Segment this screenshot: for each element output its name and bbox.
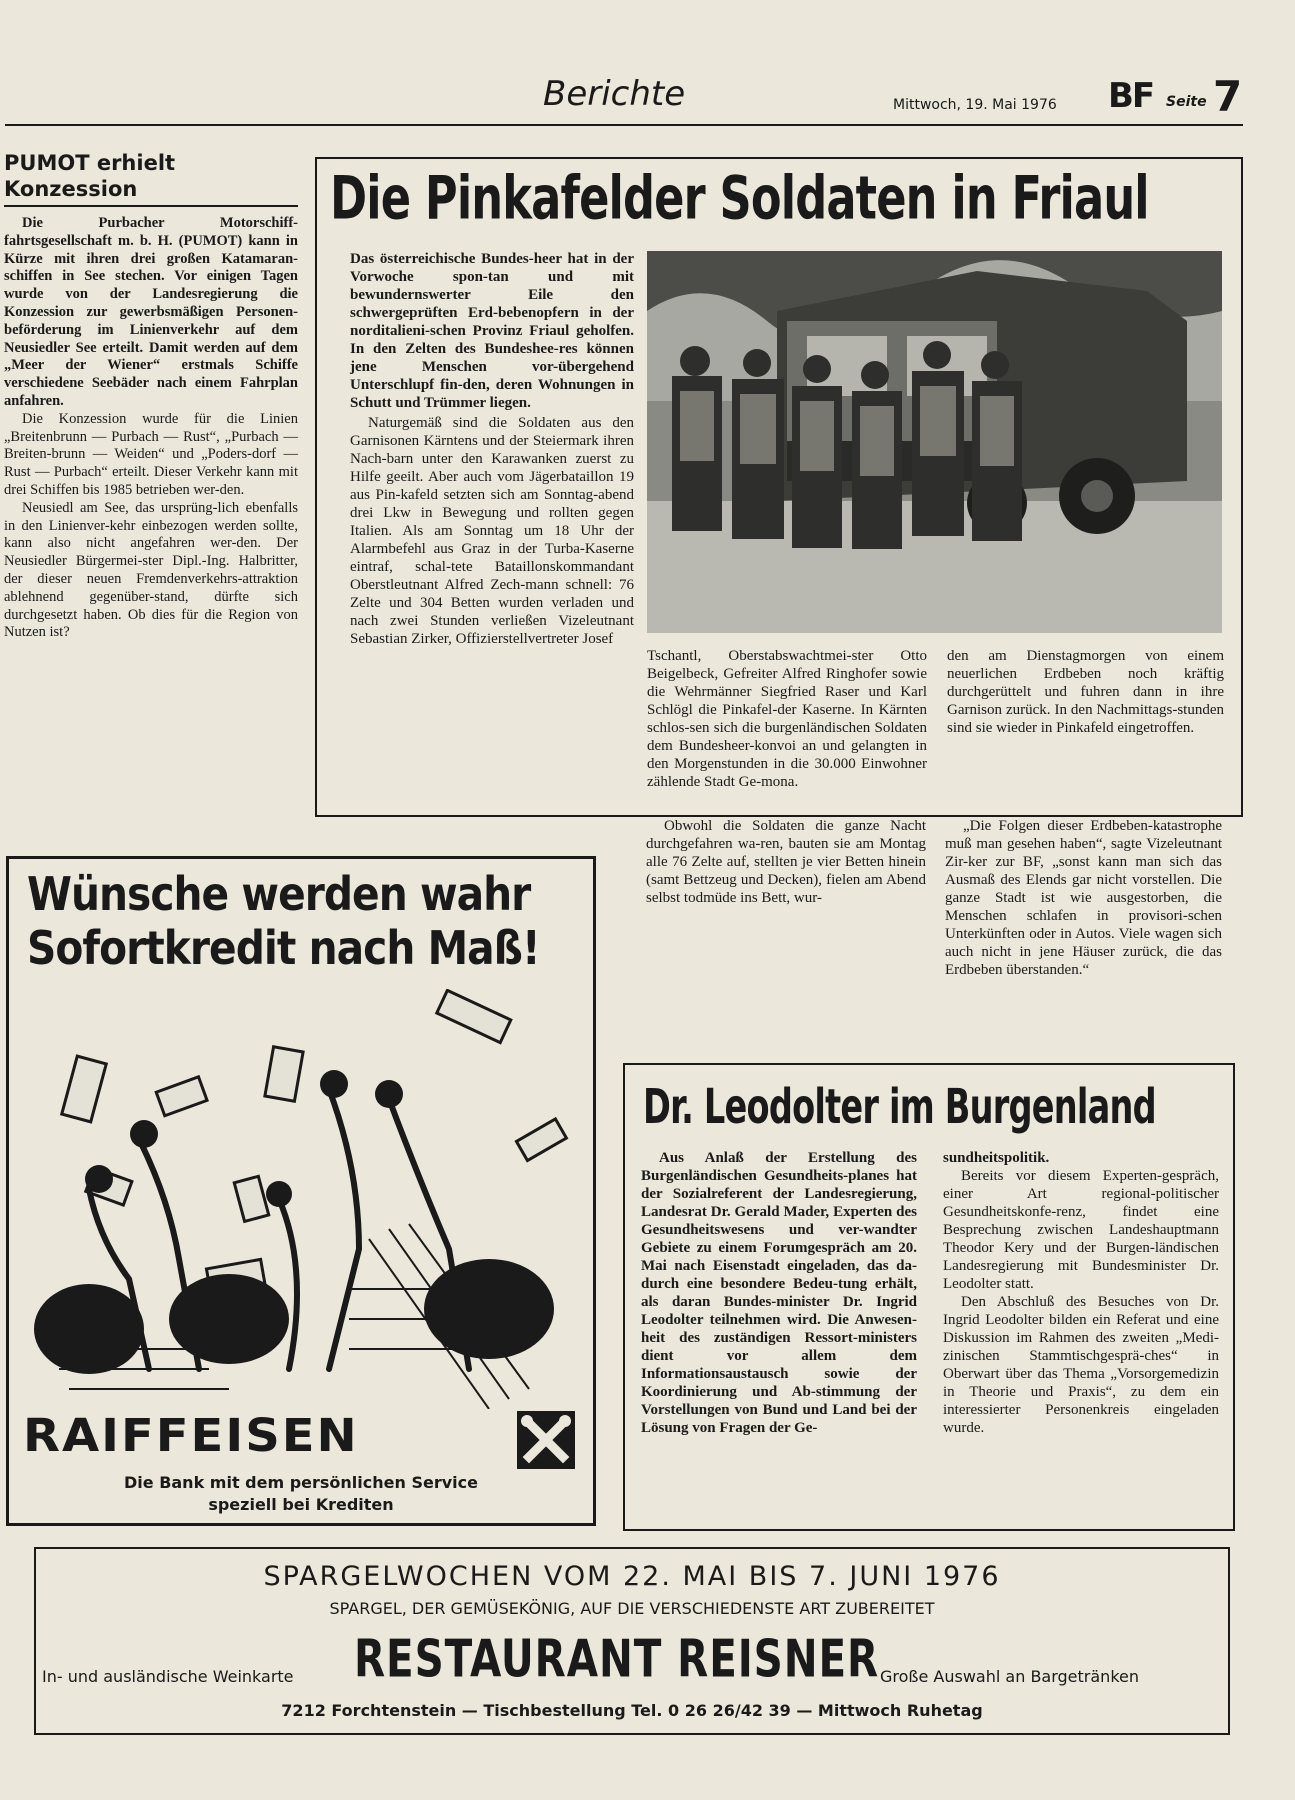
reisner-ad — [34, 1547, 1230, 1735]
reisner-address: 7212 Forchtenstein — Tischbestellung Tel. 0 26 26/42 39 — Mittwoch Ruhetag — [281, 1701, 983, 1720]
seite-label: Seite — [1166, 94, 1207, 110]
raiffeisen-slogan-line1: Die Bank mit dem persönlichen Service — [124, 1473, 478, 1492]
hands-money-drawing — [29, 989, 577, 1409]
leodolter-lead: Aus Anlaß der Erstellung des Burgenländischen Gesundheits-planes hat der Sozialreferent der Landesregierung, Landesrat Dr. Gerald Mader, Experten des Gesundheitswesens und ver-wandter Gebiete zu einem Forumgespräch am 20. Mai nach Eisenstadt eingeladen, das da-durch eine besondere Bedeu-tung erhält, als daran Bundes-minister Dr. Ingrid Leodolter teilnehmen wird. Die Anwesen-heit des zuständigen Ressort-ministers dient vor allem dem Informationsaustausch sowie der Koordinierung und Ab-stimmung der Vorstellungen von Bund und Land bei der Lösung von Fragen der Ge- — [641, 1150, 917, 1436]
raiffeisen-brand: RAIFFEISEN — [23, 1408, 359, 1463]
leodolter-article — [623, 1063, 1235, 1531]
soldaten-column-3 — [947, 647, 1224, 737]
leodolter-headline: Dr. Leodolter im Burgenland — [643, 1078, 1156, 1135]
soldaten-article — [315, 157, 1243, 817]
soldiers-photo-drawing — [647, 251, 1222, 633]
leodolter-paragraph: Bereits vor diesem Experten-gespräch, einer Art regional-politischer Gesundheitskonfe-renz, findet eine Besprechung zwischen Landeshauptmann Theodor Kery und der Burgen-ländischen Landesregierung mit Bundesminister Dr. Leodolter statt. — [943, 1168, 1219, 1292]
soldiers-photo — [647, 251, 1222, 633]
soldaten-column-2 — [647, 647, 927, 791]
reisner-subline: SPARGEL, DER GEMÜSEKÖNIG, AUF DIE VERSCHIEDENSTE ART ZUBEREITET — [329, 1599, 935, 1618]
soldaten-paragraph: den am Dienstagmorgen von einem neuerlichen Erdbeben noch kräftig durchgerüttelt und fuhren dann in ihre Garnison zurück. In den Nachmittags-stunden sind sie wieder in Pinkafeld eingetroffen. — [947, 648, 1224, 736]
page-header — [0, 60, 1295, 130]
ad-headline-line2: Sofortkredit nach Maß! — [27, 921, 540, 976]
raiffeisen-ad — [6, 856, 596, 1526]
pumot-lead: Die Purbacher Motorschiff-fahrtsgesellschaft m. b. H. (PUMOT) kann in Kürze mit ihren drei großen Katamaran-schiffen in See stechen. Vor einigen Tagen wurde von der Landesregierung die Konzession zur gewerbsmäßigen Personen-beförderung im Linienverkehr auf dem Neusiedler See erteilt. Damit werden auf dem „Meer der Wiener“ erstmals Schiffe verschiedene Seebäder nach einem Fahrplan anfahren. — [4, 215, 298, 409]
reisner-headline: SPARGELWOCHEN VOM 22. MAI BIS 7. JUNI 1976 — [263, 1561, 1001, 1592]
pumot-article — [4, 150, 298, 815]
soldaten-column-2-continued — [646, 817, 926, 907]
pumot-paragraph: Neusiedl am See, das ursprüng-lich ebenfalls in den Linienver-kehr einbezogen werden sollte, kann also nicht angefahren wer-den. Der Neusiedler Bürgermei-ster Dipl.-Ing. Halbritter, der dieser neuen Fremdenverkehrs-attraktion ablehnend gegenüber-stand, dürfte sich durchgesetzt haben. Ob dies für die Region von Nutzen ist? — [4, 499, 298, 641]
gable-cross-icon — [517, 1411, 575, 1469]
raiffeisen-logo — [517, 1411, 575, 1469]
header-rule — [5, 124, 1243, 126]
ad-illustration — [29, 989, 577, 1409]
ad-headline-line1: Wünsche werden wahr — [27, 867, 531, 922]
soldaten-column-3-continued — [945, 817, 1222, 979]
leodolter-lead-continued: sundheitspolitik. — [943, 1150, 1050, 1166]
soldaten-paragraph: „Die Folgen dieser Erdbeben-katastrophe muß man gesehen haben“, sagte Vizeleutnant Zir-ker zur BF, „sonst kann man sich das Ausmaß des Elends gar nicht vorstellen. Die ganze Stadt ist wie ausgestorben, die Menschen schlafen in provisori-schen Unterkünften oder in Autos. Viele wagen sich auch nicht in jene Häuser zurück, die das Erdbeben überstanden.“ — [945, 818, 1222, 978]
page-number: 7 — [1213, 72, 1243, 121]
reisner-drinks: Große Auswahl an Bargetränken — [880, 1667, 1139, 1686]
leodolter-column-2 — [943, 1149, 1219, 1437]
soldaten-paragraph: Tschantl, Oberstabswachtmei-ster Otto Beigelbeck, Gefreiter Alfred Ringhofer sowie die Wehrmänner Siegfried Raser und Karl Schlögl die Pinkafel-der Kaserne. In Kärnten schlos-sen sich die burgenländischen Soldaten dem Bundesheer-konvoi an und gelangten in den Morgenstunden in die 30.000 Einwohner zählende Stadt Ge-mona. — [647, 648, 927, 790]
pumot-title-line1: PUMOT erhielt — [4, 151, 176, 175]
leodolter-paragraph: Den Abschluß des Besuches von Dr. Ingrid Leodolter bilden ein Referat und eine Diskussion im Rahmen des zweiten „Medi-zinischen Stammtischgesprä-ches“ in Oberwart über das Thema „Vorsorgemedizin in Theorie und Praxis“, zu dem ein interessierter Personenkreis eingeladen wurde. — [943, 1294, 1219, 1436]
soldaten-lead: Das österreichische Bundes-heer hat in der Vorwoche spon-tan und mit bewundernswerter Eile den schwergeprüften Erd-bebenopfern in der norditalieni-schen Provinz Friaul geholfen. In den Zelten des Bundeshee-res können jene Menschen vor-übergehend Unterschlupf fin-den, deren Wohnungen in Schutt und Trümmer liegen. — [350, 251, 634, 411]
section-title: Berichte — [543, 74, 686, 114]
soldaten-paragraph: Naturgemäß sind die Soldaten aus den Garnisonen Kärntens und der Steiermark ihren Nach-barn unter den Karawanken zuerst zu Hilfe geeilt. Aber auch vom Jägerbataillon 19 aus Pin-kafeld setzten sich am Sonntag-abend drei Lkw in Bewegung und rollten gegen Italien. Als am Sonntag um 18 Uhr der Alarmbefehl aus Graz in der Turba-Kaserne eintraf, schal-tete Bataillonskommandant Oberstleutnant Alfred Zech-mann schnell: 76 Zelte und 304 Betten wurden verladen und nach zwei Stunden verließen Vizeleutnant Sebastian Zirker, Offizierstellvertreter Josef — [350, 415, 634, 647]
soldaten-lead-column — [350, 250, 634, 648]
paper-logo: BF — [1108, 76, 1154, 116]
leodolter-column-1 — [641, 1149, 917, 1437]
soldaten-headline: Die Pinkafelder Soldaten in Friaul — [330, 164, 1149, 234]
pumot-paragraph: Die Konzession wurde für die Linien „Breitenbrunn — Purbach — Rust“, „Purbach — Breiten-brunn — Weiden“ und „Poders-dorf — Rust — Purbach“ erteilt. Dieser Verkehr kann mit drei Schiffen bis 1985 betrieben wer-den. — [4, 410, 298, 498]
soldaten-paragraph: Obwohl die Soldaten die ganze Nacht durchgefahren wa-ren, bauten sie am Montag alle 76 Zelte auf, stellten je vier Betten hinein (samt Bettzeug und Decken), fielen am Abend selbst todmüde ins Bett, wur- — [646, 818, 926, 906]
reisner-wine-list: In- und ausländische Weinkarte — [42, 1667, 294, 1686]
raiffeisen-slogan-line2: speziell bei Krediten — [208, 1495, 394, 1514]
issue-date: Mittwoch, 19. Mai 1976 — [893, 97, 1057, 113]
pumot-rule — [4, 205, 298, 207]
pumot-title-line2: Konzession — [4, 177, 138, 201]
reisner-name: RESTAURANT REISNER — [354, 1628, 880, 1689]
